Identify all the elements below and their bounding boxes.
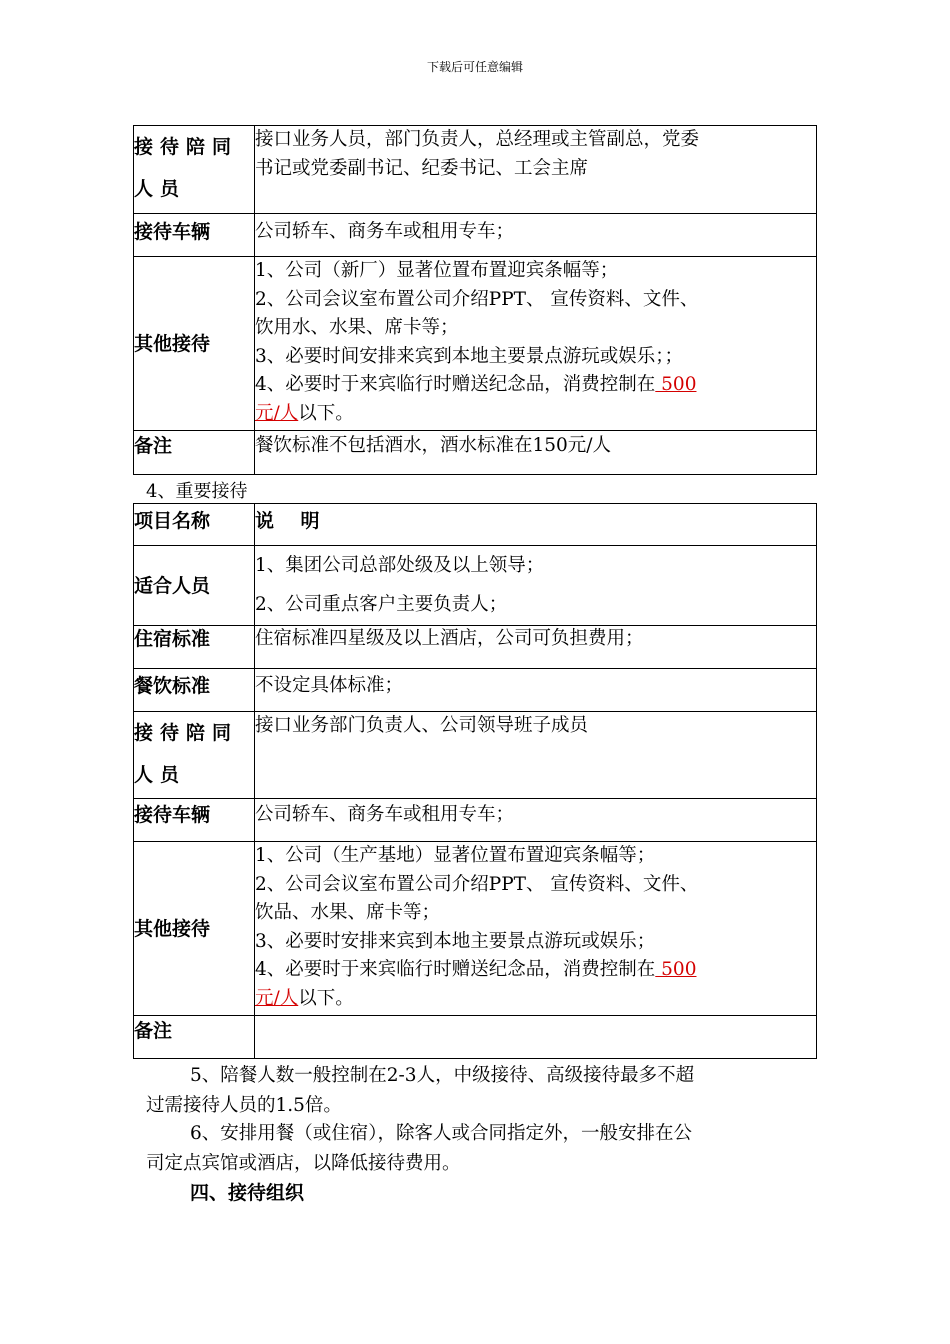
value-line: 接口业务人员，部门负责人，总经理或主管副总，党委 (255, 129, 700, 150)
value-line: 1、集团公司总部处级及以上领导； (255, 555, 545, 576)
table-row (134, 626, 817, 669)
row-label: 备注 (134, 1016, 255, 1059)
gift-unit: 元/人 (255, 402, 299, 424)
value-line: 接口业务部门负责人、公司领导班子成员 (255, 715, 589, 736)
table-row (134, 1016, 817, 1059)
table-row (134, 214, 817, 257)
paragraph-line: 5、陪餐人数一般控制在2-3人，中级接待、高级接待最多不超 (190, 1065, 695, 1086)
table-row (134, 431, 817, 475)
value-line (255, 956, 816, 985)
row-value (255, 712, 817, 799)
page-header: 下载后可任意编辑 (426, 60, 523, 74)
paragraph-6 (146, 1119, 818, 1179)
value-line: 餐饮标准不包括酒水，酒水标准在150元/人 (255, 435, 612, 456)
gift-unit: 元/人 (255, 987, 299, 1009)
row-label: 餐饮标准 (134, 669, 255, 712)
value-line: 公司轿车、商务车或租用专车； (255, 221, 515, 242)
value-line: 2、公司会议室布置公司介绍PPT、 宣传资料、文件、 (255, 288, 699, 310)
row-value (255, 669, 817, 712)
table-row (134, 712, 817, 799)
row-value (255, 431, 817, 475)
row-value (255, 799, 817, 842)
value-line (255, 371, 816, 400)
section-title: 4、重要接待 (146, 481, 248, 502)
value-line (255, 985, 816, 1014)
row-value (255, 126, 817, 214)
paragraph-line: 6、安排用餐（或住宿），除客人或合同指定外，一般安排在公 (190, 1123, 693, 1144)
reception-table-2 (133, 503, 817, 1059)
row-value (255, 1016, 817, 1059)
header-label: 项目名称 (134, 504, 255, 546)
row-label: 备注 (134, 431, 255, 475)
row-label: 住宿标准 (134, 626, 255, 669)
paragraph-5 (146, 1061, 818, 1121)
row-label: 接待陪同人员 (134, 126, 255, 214)
row-label: 其他接待 (134, 842, 255, 1016)
table-row (134, 126, 817, 214)
value-line: 3、必要时安排来宾到本地主要景点游玩或娱乐； (255, 930, 656, 952)
table-row (134, 546, 817, 626)
value-line (255, 400, 816, 429)
row-label: 其他接待 (134, 257, 255, 431)
row-label: 接待车辆 (134, 214, 255, 257)
table-row (134, 842, 817, 1016)
value-line: 2、公司重点客户主要负责人； (255, 594, 508, 615)
row-value (255, 842, 817, 1016)
row-label: 接待车辆 (134, 799, 255, 842)
value-line: 公司轿车、商务车或租用专车； (255, 804, 515, 825)
value-line: 不设定具体标准； (255, 675, 404, 696)
table-row (134, 669, 817, 712)
table-header-row (134, 504, 817, 546)
reception-table-1 (133, 125, 817, 475)
value-line: 书记或党委副书记、纪委书记、工会主席 (255, 157, 589, 179)
row-label: 接待陪同人员 (134, 712, 255, 799)
row-label: 适合人员 (134, 546, 255, 626)
row-value (255, 214, 817, 257)
header-value: 说 明 (255, 504, 817, 546)
value-line: 3、必要时间安排来宾到本地主要景点游玩或娱乐；； (255, 345, 684, 367)
section-heading: 四、接待组织 (190, 1182, 305, 1204)
value-line: 饮品、水果、席卡等； (255, 902, 441, 923)
gift-text: 4、必要时于来宾临行时赠送纪念品，消费控制在 (255, 374, 656, 395)
gift-amount: 500 (655, 374, 697, 395)
value-line: 1、公司（生产基地）显著位置布置迎宾条幅等； (255, 845, 656, 866)
value-line: 1、公司（新厂）显著位置布置迎宾条幅等； (255, 260, 619, 281)
value-line: 2、公司会议室布置公司介绍PPT、 宣传资料、文件、 (255, 873, 699, 895)
row-value (255, 546, 817, 626)
gift-text: 4、必要时于来宾临行时赠送纪念品，消费控制在 (255, 959, 656, 980)
gift-amount: 500 (655, 959, 697, 980)
gift-suffix: 以下。 (298, 987, 354, 1009)
paragraph-line: 过需接待人员的1.5倍。 (146, 1095, 342, 1116)
table-row (134, 799, 817, 842)
value-line: 住宿标准四星级及以上酒店，公司可负担费用； (255, 628, 644, 649)
paragraph-line: 司定点宾馆或酒店，以降低接待费用。 (146, 1153, 461, 1174)
row-value (255, 257, 817, 431)
table-row (134, 257, 817, 431)
row-value (255, 626, 817, 669)
value-line: 饮用水、水果、席卡等； (255, 317, 459, 338)
gift-suffix: 以下。 (298, 402, 354, 424)
